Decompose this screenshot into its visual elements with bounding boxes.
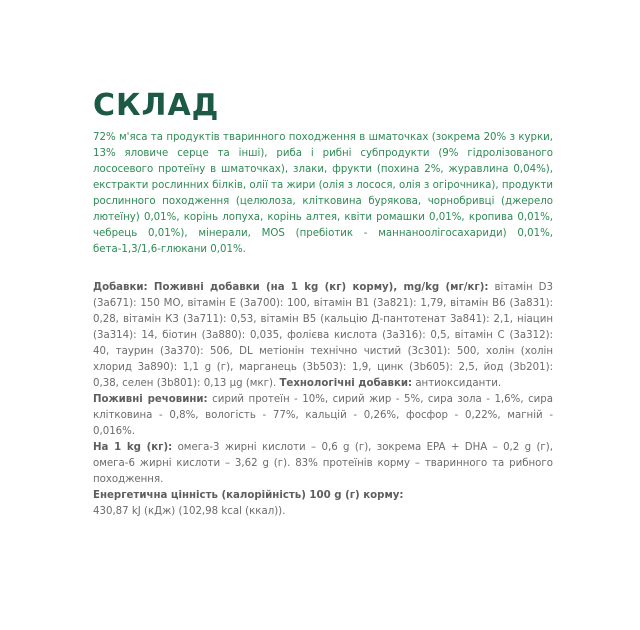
- additives-label: Добавки: Поживні добавки (на 1 kg (кг) корму), mg/kg (мг/кг):: [93, 282, 489, 293]
- energy-label: Енергетична цінність (калорійність) 100 g (г) корму:: [93, 490, 404, 501]
- additives-paragraph: [93, 280, 553, 392]
- nutrients-text: сирий протеїн - 10%, сирий жир - 5%, сира зола - 1,6%, сира клітковина - 0,8%, вологість - 77%, кальцій - 0,26%, фосфор - 0,22%, магній - 0,016%.: [93, 394, 553, 437]
- nutrients-paragraph: [93, 392, 553, 440]
- page-title: СКЛАД: [93, 88, 220, 123]
- tech-additives-text: антиоксиданти.: [412, 378, 502, 389]
- additives-text: вітамін D3 (3a671): 150 МО, вітамін Е (3a700): 100, вітамін В1 (3a821): 1,79, вітамін В6 (3a831): 0,28, вітамін К3 (3a711): 0,53, вітамін В5 (кальцію Д-пантотенат 3a841): 2,1, ніацин (3a314): 14, біотин (3a880): 0,035, фолієва кислота (3a316): 0,5, вітамін С (3a312): 40, таурин (3a370): 506, DL метіонін технічно чистий (3c301): 500, холін (холін хлорид 3a890): 1,1 g (г), марганець (3b503): 1,9, цинк (3b605): 2,5, йод (3b201): 0,38, селен (3b801): 0,13 μg (мкг).: [93, 282, 553, 389]
- energy-text: 430,87 kJ (кДж) (102,98 kcal (ккал)).: [93, 506, 286, 517]
- tech-additives-label: Технологічні добавки:: [279, 378, 413, 389]
- nutrients-label: Поживні речовини:: [93, 394, 208, 405]
- composition-page: [93, 88, 553, 520]
- per-kg-paragraph: [93, 440, 553, 488]
- per-kg-text: омега-3 жирні кислоти – 0,6 g (г), зокрема EPA + DHA – 0,2 g (г), омега-6 жирні кислоти – 3,62 g (г). 83% протеїнів корму – тваринного та рибного походження.: [93, 442, 553, 485]
- per-kg-label: На 1 kg (кг):: [93, 442, 173, 453]
- composition-text: 72% м'яса та продуктів тваринного походження в шматочках (зокрема 20% з курки, 13% яловиче серце та інші), риба і рибні субпродукти (9% гідролізованого лососевого протеїну в шматочках), злаки, фрукти (похина 2%, журавлина 0,04%), екстракти рослинних білків, олії та жири (олія з лосося, олія з огірочника), продукти рослинного походження (целюлоза, клітковина бурякова, чорнобривці (джерело лютеїну) 0,01%, корінь лопуха, корінь алтея, квіти ромашки 0,01%, кропива 0,01%, чебрець 0,01%), мінерали, MOS (пребіотик - маннаноолігосахариди) 0,01%, бета-1,3/1,6-глюкани 0,01%.: [93, 132, 553, 255]
- energy-paragraph: [93, 488, 553, 520]
